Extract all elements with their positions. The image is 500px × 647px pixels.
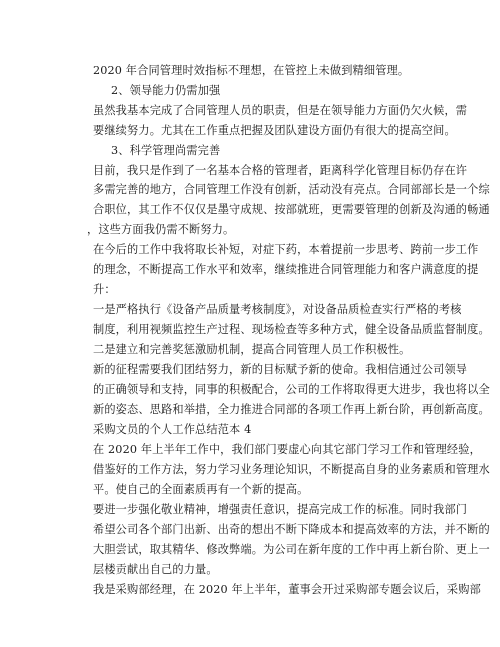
text-line: 大胆尝试，取其精华、修改弊端。为公司在新年度的工作中再上新台阶、更上一 (93, 543, 490, 556)
text-line: ，这些方面我仍需不断努力。 (87, 223, 235, 236)
text-line: 在今后的工作中我将取长补短，对症下药，本着提前一步思考、跨前一步工作 (93, 243, 479, 256)
text-line: 目前，我只是作到了一名基本合格的管理者，距离科学化管理目标仍存在许 (93, 164, 468, 177)
text-line: 的正确领导和支持，同事的积极配合，公司的工作将取得更大进步，我也将以全 (93, 383, 490, 396)
text-line: 平。使自己的全面素质再有一个新的提高。 (93, 483, 309, 496)
section-heading: 2、领导能力仍需加强 (111, 84, 221, 97)
text-line: 在 2020 年上半年工作中，我们部门要虚心向其它部门学习工作和管理经验， (93, 443, 481, 456)
text-line: 要进一步强化敬业精神，增强责任意识，提高完成工作的标准。同时我部门 (93, 503, 468, 516)
text-line: 希望公司各个部门出新、出奇的想出不断下降成本和提高效率的方法，并不断的 (93, 523, 490, 536)
text-line: 新的姿态、思路和举措，全力推进合同部的各项工作再上新台阶，再创新高度。 (93, 403, 490, 416)
text-line: 我是采购部经理，在 2020 年上半年，董事会开过采购部专题会议后，采购部 (93, 583, 481, 596)
text-line: 新的征程需要我们团结努力，新的目标赋予新的使命。我相信通过公司领导 (93, 363, 468, 376)
text-line: 升： (93, 283, 116, 296)
section-heading: 采购文员的个人工作总结范本 4 (93, 423, 252, 436)
text-line: 虽然我基本完成了合同管理人员的职责，但是在领导能力方面仍欠火候，需 (93, 104, 468, 117)
text-line: 一是严格执行《设备产品质量考核制度》，对设备品质检查实行严格的考核 (93, 303, 462, 316)
text-line: 层楼贡献出自己的力量。 (93, 563, 218, 576)
text-line: 二是建立和完善奖惩激励机制，提高合同管理人员工作积极性。 (93, 343, 411, 356)
text-line: 的理念，不断提高工作水平和效率，继续推进合同管理能力和客户满意度的提 (93, 263, 479, 276)
text-line: 合职位，其工作不仅仅是墨守成规、按部就班，更需要管理的创新及沟通的畅通 (93, 203, 490, 216)
text-line: 借鉴好的工作方法，努力学习业务理论知识，不断提高自身的业务素质和管理水 (93, 463, 490, 476)
text-line: 多需完善的地方，合同管理工作没有创新，活动没有亮点。合同部部长是一个综 (93, 183, 490, 196)
text-line: 要继续努力。尤其在工作重点把握及团队建设方面仍有很大的提高空间。 (93, 124, 456, 137)
text-line: 2020 年合同管理时效指标不理想，在管控上未做到精细管理。 (93, 64, 410, 77)
text-line: 制度，利用视频监控生产过程、现场检查等多种方式，健全设备品质监督制度。 (93, 323, 490, 336)
section-heading: 3、科学管理尚需完善 (111, 144, 221, 157)
